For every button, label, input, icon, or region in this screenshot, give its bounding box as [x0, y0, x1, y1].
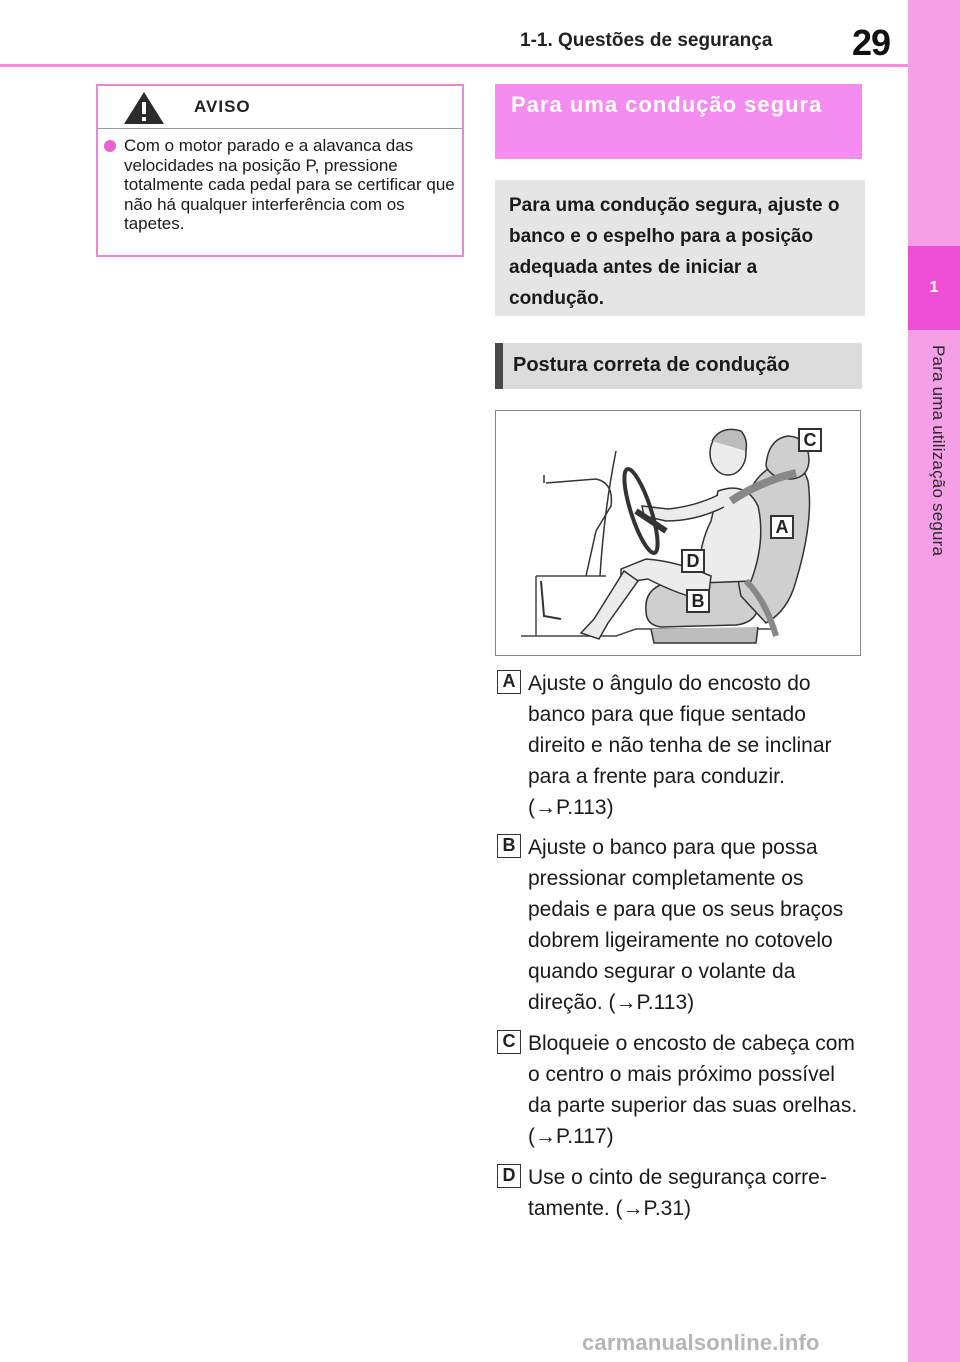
watermark: carmanualsonline.info — [582, 1330, 820, 1355]
item-badge: C — [497, 1030, 521, 1054]
driving-posture-figure — [495, 410, 861, 656]
warning-header — [98, 86, 462, 129]
bullet-icon — [104, 140, 116, 152]
warning-label: AVISO — [194, 97, 251, 116]
figure-label-b: B — [686, 589, 710, 613]
item-badge: D — [497, 1164, 521, 1188]
intro-box: Para uma condução segura, ajuste o banco e o espelho para a posição adequada antes de iniciar a condução. — [495, 180, 865, 316]
running-header: 1-1. Questões de segurança — [520, 30, 773, 51]
section-heading: Para uma condução segura — [495, 84, 862, 159]
page-number: 29 — [852, 22, 891, 63]
warning-triangle-icon — [122, 90, 166, 126]
figure-label-d: D — [681, 549, 705, 573]
side-tab-chapter-title: Para uma utilização segura — [929, 345, 948, 557]
side-tab-chapter-number: 1 — [908, 246, 960, 330]
item-text: Ajuste o banco para que possa pressionar completamente os pedais e para que os seus braços dobrem ligeiramente no cotovelo quando segurar o volante da direção. (→P.113) — [528, 836, 844, 1014]
item-text: Use o cinto de segurança corretamente. (→P.31) — [528, 1166, 827, 1220]
figure-label-a: A — [770, 515, 794, 539]
header-divider — [0, 64, 908, 67]
item-text: Bloqueie o encosto de cabeça com o centro o mais próximo possível da parte superior das suas orelhas. (→P.117) — [528, 1032, 858, 1148]
subheading: Postura correta de condução — [495, 343, 862, 389]
warning-text: Com o motor parado e a alavanca das velocidades na posição P, pressione totalmente cada pedal para se certificar que não há qualquer interferência com os tapetes. — [124, 136, 455, 233]
figure-label-c: C — [798, 428, 822, 452]
warning-box — [96, 84, 464, 257]
side-tab-strip — [908, 0, 960, 1362]
item-badge: B — [497, 834, 521, 858]
item-text: Ajuste o ângulo do encosto do banco para que fique sentado direito e não tenha de se inclinar para a frente para conduzir. (→P.113) — [528, 672, 832, 819]
item-badge: A — [497, 670, 521, 694]
